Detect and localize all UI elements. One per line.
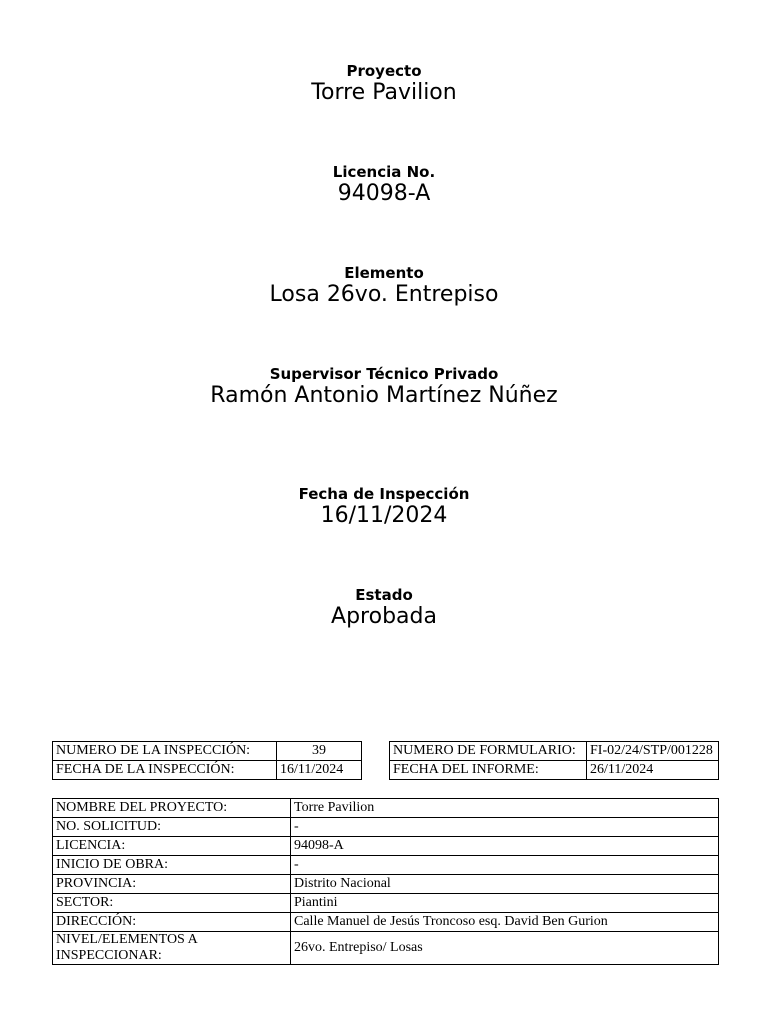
table-row bbox=[390, 761, 719, 780]
detail-value: 26vo. Entrepiso/ Losas bbox=[291, 932, 719, 965]
detail-value: - bbox=[291, 818, 719, 837]
status-value: Aprobada bbox=[331, 604, 437, 629]
project-block bbox=[0, 62, 768, 106]
detail-value: 94098-A bbox=[291, 837, 719, 856]
inspection-date-row-label: FECHA DE LA INSPECCIÓN: bbox=[53, 761, 277, 780]
table-row bbox=[53, 856, 719, 875]
form-number-label: NUMERO DE FORMULARIO: bbox=[390, 742, 587, 761]
detail-label: PROVINCIA: bbox=[53, 875, 291, 894]
inspection-date-value: 16/11/2024 bbox=[320, 503, 448, 528]
report-date-label: FECHA DEL INFORME: bbox=[390, 761, 587, 780]
status-block bbox=[0, 586, 768, 630]
detail-label: INICIO DE OBRA: bbox=[53, 856, 291, 875]
inspection-date-block bbox=[0, 485, 768, 529]
table-row bbox=[53, 894, 719, 913]
table-row bbox=[53, 837, 719, 856]
table-row bbox=[53, 875, 719, 894]
table-row bbox=[53, 932, 719, 965]
detail-value: Piantini bbox=[291, 894, 719, 913]
inspection-number-value: 39 bbox=[277, 742, 362, 761]
element-block bbox=[0, 264, 768, 308]
form-number-value: FI-02/24/STP/001228 bbox=[587, 742, 719, 761]
supervisor-label: Supervisor Técnico Privado bbox=[269, 365, 499, 383]
detail-value: Torre Pavilion bbox=[291, 799, 719, 818]
table-row bbox=[390, 742, 719, 761]
inspection-date-label: Fecha de Inspección bbox=[298, 485, 470, 503]
table-row bbox=[53, 761, 362, 780]
project-label: Proyecto bbox=[346, 62, 422, 80]
table-row bbox=[53, 742, 362, 761]
detail-label: NO. SOLICITUD: bbox=[53, 818, 291, 837]
element-label: Elemento bbox=[344, 264, 424, 282]
status-label: Estado bbox=[355, 586, 413, 604]
detail-label: DIRECCIÓN: bbox=[53, 913, 291, 932]
license-value: 94098-A bbox=[337, 181, 431, 206]
element-value: Losa 26vo. Entrepiso bbox=[269, 282, 499, 307]
table-row bbox=[53, 913, 719, 932]
detail-value: - bbox=[291, 856, 719, 875]
report-date-value: 26/11/2024 bbox=[587, 761, 719, 780]
detail-label: NOMBRE DEL PROYECTO: bbox=[53, 799, 291, 818]
detail-label: SECTOR: bbox=[53, 894, 291, 913]
inspection-number-label: NUMERO DE LA INSPECCIÓN: bbox=[53, 742, 277, 761]
license-label: Licencia No. bbox=[332, 163, 436, 181]
project-value: Torre Pavilion bbox=[311, 80, 457, 105]
inspection-summary-table bbox=[52, 741, 362, 780]
project-details-table bbox=[52, 798, 719, 965]
supervisor-value: Ramón Antonio Martínez Núñez bbox=[210, 383, 558, 408]
table-row bbox=[53, 818, 719, 837]
inspection-date-row-value: 16/11/2024 bbox=[277, 761, 362, 780]
supervisor-block bbox=[0, 365, 768, 409]
license-block bbox=[0, 163, 768, 207]
detail-label: NIVEL/ELEMENTOS A INSPECCIONAR: bbox=[53, 932, 291, 965]
form-summary-table bbox=[389, 741, 719, 780]
detail-value: Calle Manuel de Jesús Troncoso esq. David Ben Gurion bbox=[291, 913, 719, 932]
detail-label: LICENCIA: bbox=[53, 837, 291, 856]
table-row bbox=[53, 799, 719, 818]
detail-value: Distrito Nacional bbox=[291, 875, 719, 894]
